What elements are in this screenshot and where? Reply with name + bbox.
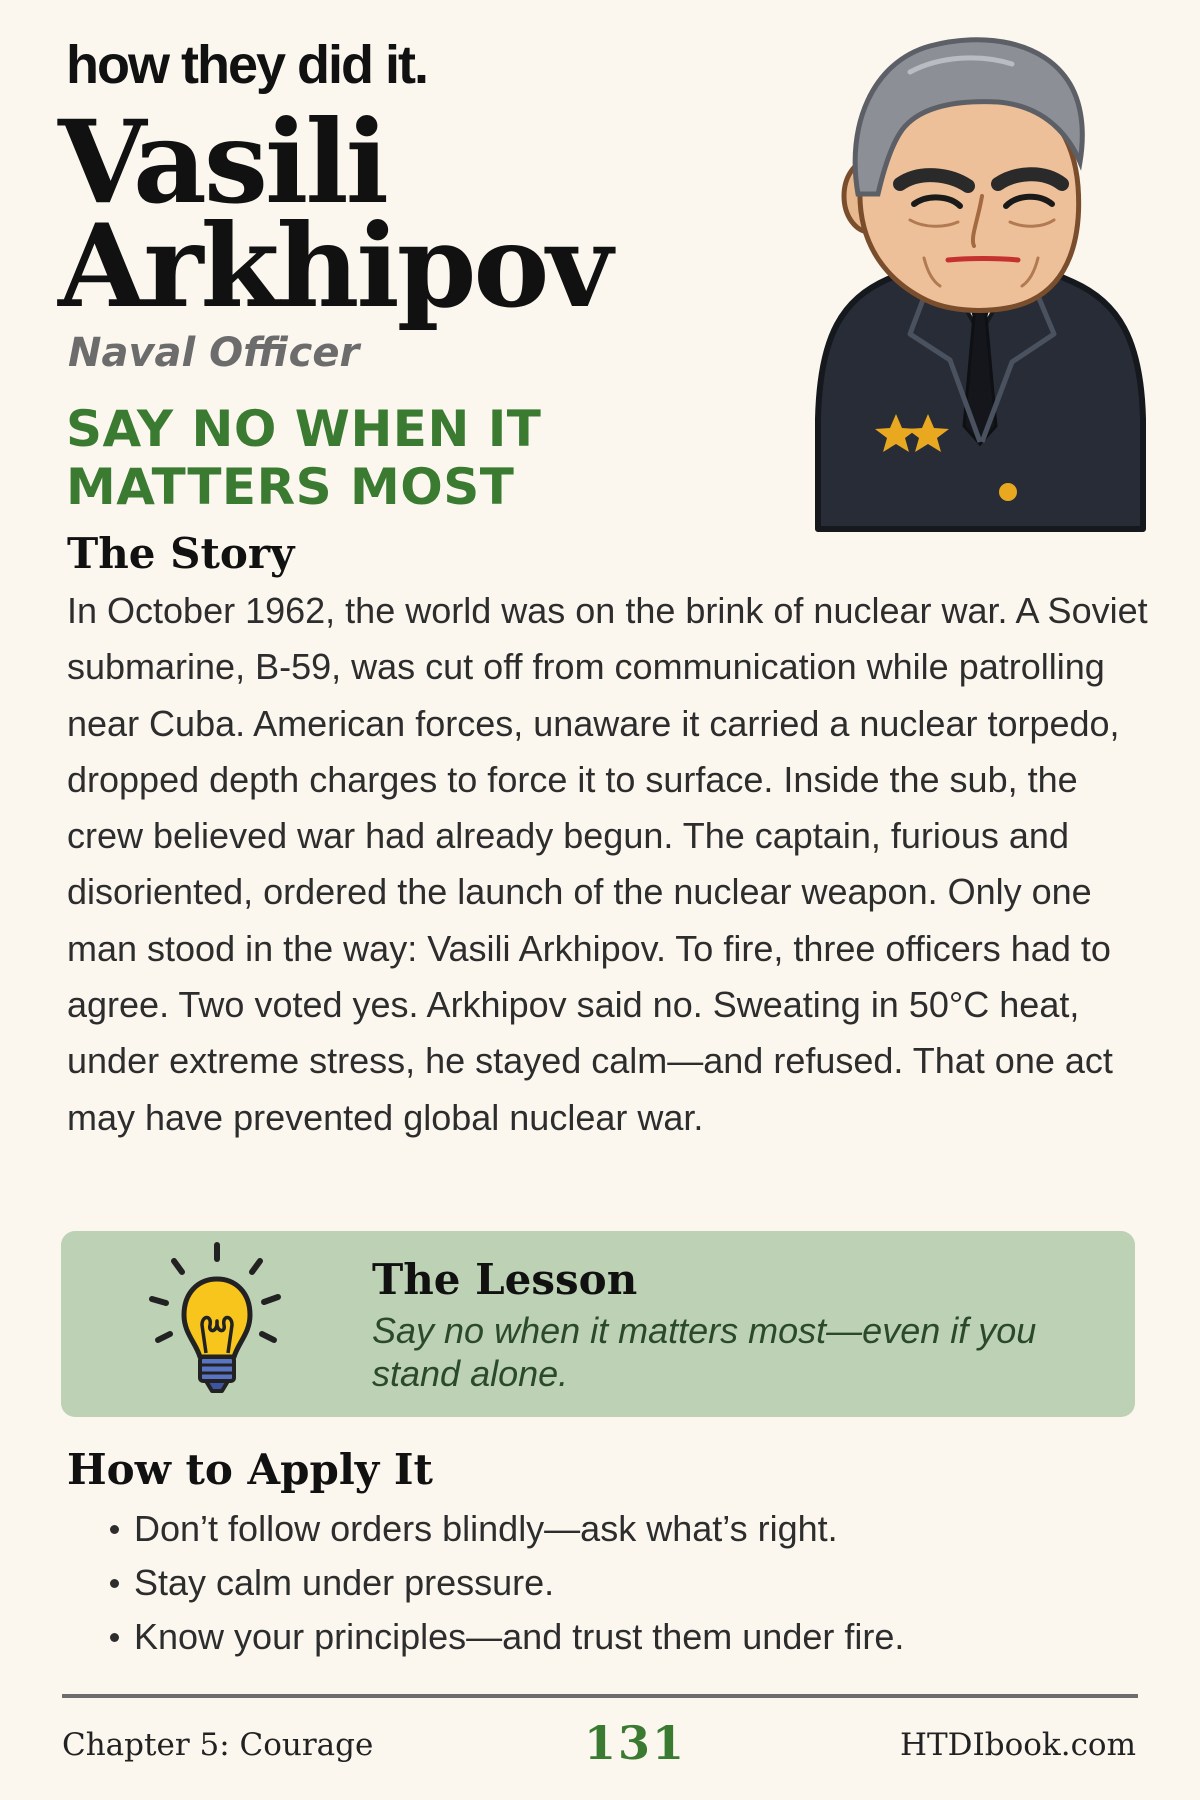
list-item xyxy=(104,1610,1144,1664)
story-text: In October 1962, the world was on the brink of nuclear war. A Soviet submarine, B-59, was cut off from communication while patrolling near Cuba. American forces, unaware it carried a nuclear torpedo, dropped depth charges to force it to surface. Inside the sub, the crew believed war had already begun. The captain, furious and disoriented, ordered the launch of the nuclear weapon. Only one man stood in the way: Vasili Arkhipov. To fire, three officers had to agree. Two voted yes. Arkhipov said no. Sweating in 50°C heat, under extreme stress, he stayed calm—and refused. That one act may have prevented global nuclear war. xyxy=(67,590,1148,1138)
lesson-text: Say no when it matters most—even if you stand alone. xyxy=(372,1310,1037,1394)
page-number: 131 xyxy=(583,1716,687,1770)
person-name-first: Vasili xyxy=(58,95,386,229)
bullet-icon xyxy=(110,1525,119,1534)
list-item xyxy=(104,1556,1144,1610)
tagline xyxy=(66,400,541,516)
footer-divider xyxy=(62,1694,1138,1698)
footer-chapter: Chapter 5: Courage xyxy=(62,1727,374,1763)
brand-title: how they did it. xyxy=(66,35,427,95)
person-name xyxy=(58,95,610,333)
bullet-icon xyxy=(110,1633,119,1642)
apply-list xyxy=(104,1502,1144,1664)
person-name-last: Arkhipov xyxy=(58,199,610,333)
apply-heading: How to Apply It xyxy=(67,1445,433,1494)
list-item-text: Stay calm under pressure. xyxy=(134,1562,555,1603)
list-item-text: Don’t follow orders blindly—ask what’s right. xyxy=(134,1508,838,1549)
list-item-text: Know your principles—and trust them under fire. xyxy=(134,1616,905,1657)
list-item xyxy=(104,1502,1144,1556)
tagline-line-1: SAY NO WHEN IT xyxy=(66,400,542,458)
footer-site: HTDIbook.com xyxy=(899,1727,1136,1763)
officer-portrait-icon xyxy=(798,34,1156,536)
story-heading: The Story xyxy=(67,529,295,578)
bullet-icon xyxy=(110,1579,119,1588)
person-role: Naval Officer xyxy=(68,330,360,376)
lightbulb-icon xyxy=(142,1241,288,1397)
tagline-line-2: MATTERS MOST xyxy=(66,458,515,516)
lesson-heading: The Lesson xyxy=(372,1255,638,1304)
